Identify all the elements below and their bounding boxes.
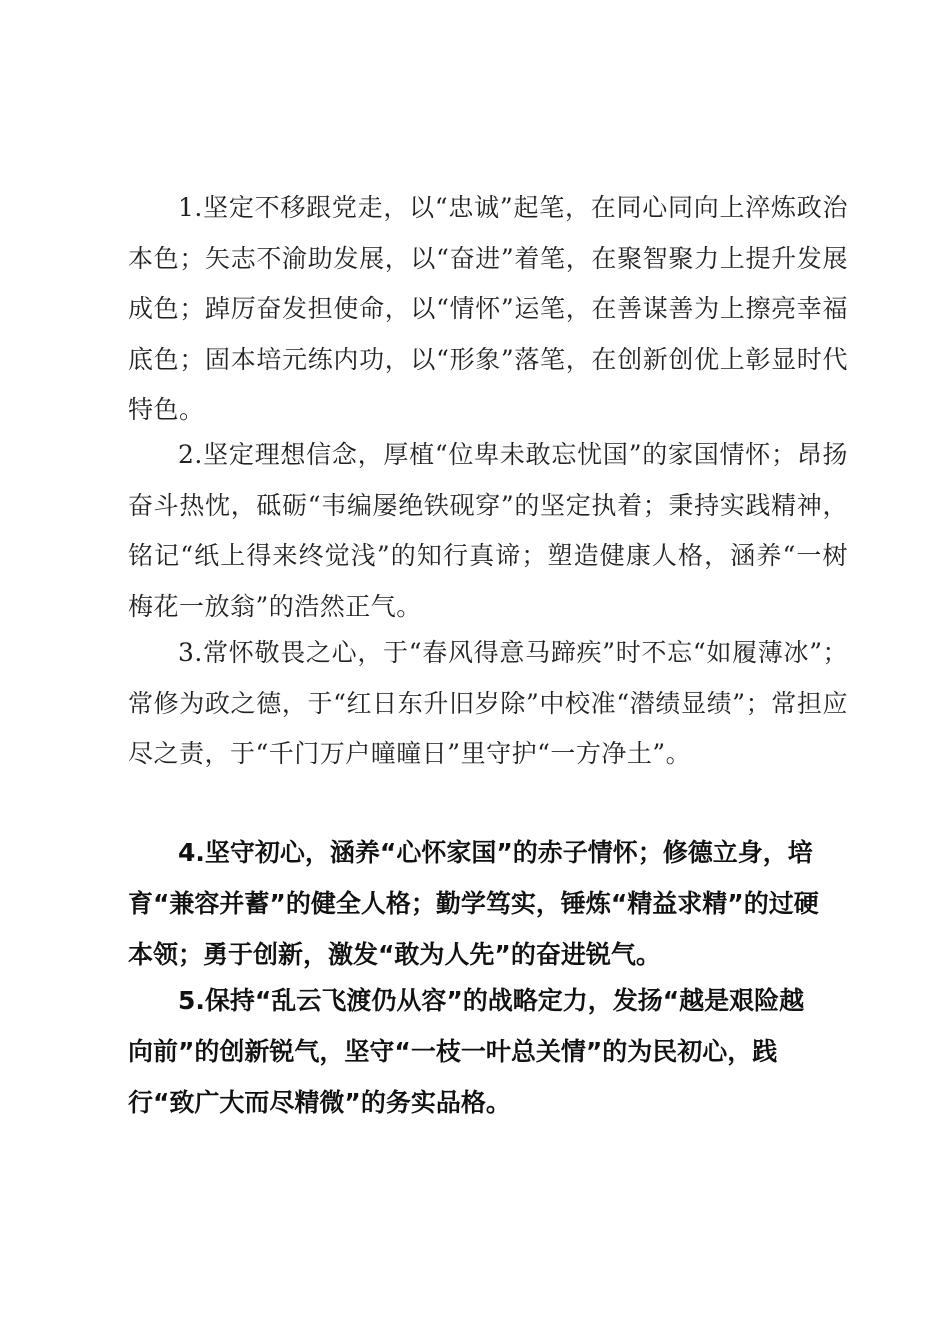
paragraph-5: 5.保持“乱云飞渡仍从容”的战略定力，发扬“越是艰险越向前”的创新锐气，坚守“一枝一叶总关情”的为民初心，践行“致广大而尽精微”的务实品格。 bbox=[128, 986, 805, 1117]
paragraph-1: 1.坚定不移跟党走，以“忠诚”起笔，在同心同向上淬炼政治本色；矢志不渝助发展，以“奋进”着笔，在聚智聚力上提升发展成色；踔厉奋发担使命，以“情怀”运笔，在善谋善为上擦亮幸福底色；固本培元练内功，以“形象”落笔，在创新创优上彰显时代特色。 bbox=[128, 193, 848, 424]
paragraph-3: 3.常怀敬畏之心，于“春风得意马蹄疾”时不忘“如履薄冰”；常修为政之德，于“红日东升旧岁除”中校准“潜绩显绩”；常担应尽之责，于“千门万户曈曈日”里守护“一方净土”。 bbox=[128, 638, 848, 768]
paragraph-2: 2.坚定理想信念，厚植“位卑未敢忘忧国”的家国情怀；昂扬奋斗热忱，砥砺“韦编屡绝铁砚穿”的坚定执着；秉持实践精神，铭记“纸上得来终觉浅”的知行真谛；塑造健康人格，涵养“一树梅花一放翁”的浩然正气。 bbox=[128, 440, 848, 621]
paragraph-4: 4.坚守初心，涵养“心怀家国”的赤子情怀；修德立身，培育“兼容并蓄”的健全人格；勤学笃实，锤炼“精益求精”的过硬本领；勇于创新，激发“敢为人先”的奋进锐气。 bbox=[128, 838, 819, 969]
